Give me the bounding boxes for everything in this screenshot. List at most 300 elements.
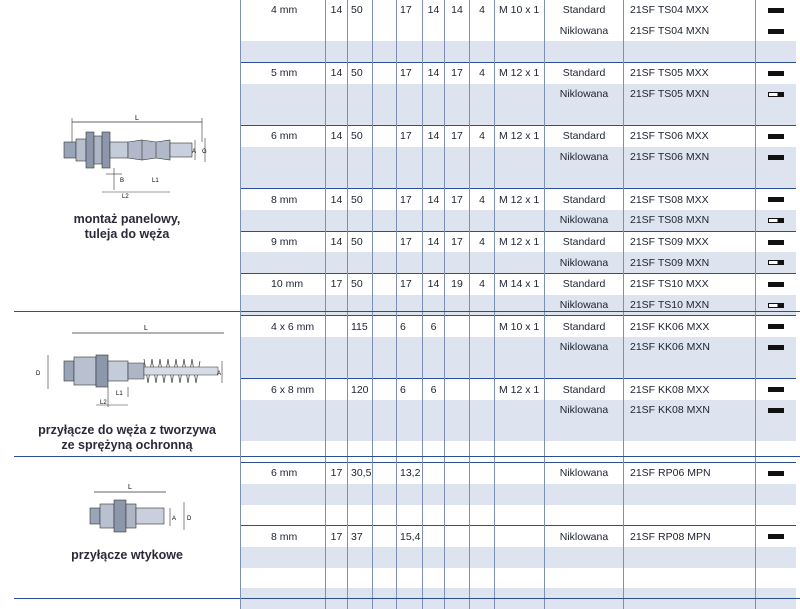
cell-c1 [326,379,348,400]
cell-size: 6 mm [241,126,326,147]
table-row [241,168,796,189]
cell-c2: 50 [348,231,373,252]
cell-finish-icon [756,63,796,84]
cell-thread [495,358,545,379]
cell-c3 [373,273,397,294]
cell-c1 [326,505,348,526]
dim-label-l1: L1 [116,391,123,397]
cell-c6 [445,358,470,379]
dim-label-b: B [120,178,125,184]
cell-c6 [445,441,470,462]
cell-c6 [445,484,470,505]
cell-thread: M 12 x 1 [495,189,545,210]
cell-c4: 6 [397,379,423,400]
cell-size [241,295,326,316]
cell-c1 [326,41,348,62]
dim-label-a: A [192,149,197,155]
cell-c6 [445,295,470,316]
cell-c6 [445,379,470,400]
cell-size [241,484,326,505]
cell-size: 4 mm [241,0,326,21]
partial-bar-icon [768,260,784,265]
cell-finish-icon [756,463,796,484]
cell-c1: 14 [326,231,348,252]
solid-bar-icon [768,134,784,139]
solid-bar-icon [768,240,784,245]
dim-label-l: L [144,325,148,332]
cell-c4: 17 [397,273,423,294]
cell-finish [545,421,624,442]
dim-label-l1: L1 [152,178,159,184]
cell-c4 [397,295,423,316]
cell-c3 [373,252,397,273]
cell-size [241,41,326,62]
cell-c2 [348,358,373,379]
cell-c2 [348,568,373,589]
cell-finish [545,41,624,62]
spec-table [240,0,796,609]
dim-label-l: L [135,115,139,122]
cell-c3 [373,568,397,589]
cell-c2 [348,147,373,168]
solid-bar-icon [768,408,784,413]
drawing-panel-mount [42,112,212,200]
solid-bar-icon [768,8,784,13]
cell-c6 [445,337,470,358]
cell-c4: 17 [397,126,423,147]
group-panel-mount [14,0,240,311]
cell-c4 [397,505,423,526]
cell-code: 21SF TS09 MXN [624,252,756,273]
cell-thread: M 12 x 1 [495,126,545,147]
cell-thread [495,568,545,589]
solid-bar-icon [768,282,784,287]
cell-size [241,568,326,589]
cell-finish-icon [756,295,796,316]
cell-c4 [397,104,423,125]
cell-c2 [348,505,373,526]
cell-c4 [397,168,423,189]
table-row [241,104,796,125]
cell-thread [495,547,545,568]
cell-finish: Standard [545,316,624,337]
cell-c7 [470,400,495,421]
cell-c1 [326,21,348,42]
cell-code: 21SF TS08 MXX [624,189,756,210]
dim-label-l2: L2 [100,400,107,406]
cell-c5 [423,210,445,231]
cell-finish-icon [756,104,796,125]
cell-thread [495,463,545,484]
cell-c5: 14 [423,0,445,21]
cell-c4: 15,4 [397,526,423,547]
cell-code: 21SF TS04 MXX [624,0,756,21]
cell-c2 [348,21,373,42]
cell-c5: 14 [423,126,445,147]
table-row [241,252,796,273]
table-row [241,273,796,294]
cell-c2 [348,41,373,62]
cell-finish: Standard [545,126,624,147]
cell-c4 [397,421,423,442]
cell-c7 [470,104,495,125]
cell-c4: 17 [397,189,423,210]
cell-finish: Standard [545,189,624,210]
table-row [241,126,796,147]
cell-c4 [397,400,423,421]
cell-finish [545,358,624,379]
cell-c2 [348,421,373,442]
cell-c7: 4 [470,63,495,84]
cell-c7 [470,168,495,189]
table-row [241,526,796,547]
cell-c7 [470,358,495,379]
cell-size: 8 mm [241,189,326,210]
cell-finish: Standard [545,0,624,21]
cell-c3 [373,316,397,337]
partial-bar-icon [768,303,784,308]
cell-finish: Standard [545,379,624,400]
left-column-border [240,0,241,600]
solid-bar-icon [768,29,784,34]
cell-c4: 13,2 [397,463,423,484]
cell-finish-icon [756,189,796,210]
cell-c5 [423,547,445,568]
cell-c3 [373,358,397,379]
cell-code: 21SF KK08 MXN [624,400,756,421]
cell-size [241,505,326,526]
cell-size: 9 mm [241,231,326,252]
cell-c5 [423,147,445,168]
cell-c5: 14 [423,63,445,84]
cell-finish-icon [756,484,796,505]
cell-code: 21SF TS10 MXN [624,295,756,316]
cell-c1 [326,295,348,316]
cell-c3 [373,421,397,442]
cell-c6 [445,316,470,337]
cell-size [241,168,326,189]
cell-finish-icon [756,441,796,462]
cell-c4 [397,41,423,62]
cell-size: 6 mm [241,463,326,484]
cell-c7: 4 [470,189,495,210]
table-row [241,484,796,505]
cell-c6: 14 [445,0,470,21]
drawing-plug [84,480,204,544]
cell-c2 [348,252,373,273]
cell-c5 [423,295,445,316]
cell-c5: 14 [423,231,445,252]
cell-c4 [397,568,423,589]
table-row [241,0,796,21]
group-plug [14,456,240,600]
cell-c5 [423,526,445,547]
cell-c4 [397,484,423,505]
cell-c3 [373,231,397,252]
cell-code [624,505,756,526]
solid-bar-icon [768,155,784,160]
cell-size [241,400,326,421]
cell-c5: 6 [423,316,445,337]
caption-line: przyłącze wtykowe [71,548,183,562]
cell-c1 [326,421,348,442]
cell-thread: M 14 x 1 [495,273,545,294]
table-row [241,210,796,231]
cell-code: 21SF TS09 MXX [624,231,756,252]
cell-c6 [445,421,470,442]
cell-thread [495,21,545,42]
cell-c2 [348,484,373,505]
cell-size [241,337,326,358]
cell-c1 [326,400,348,421]
caption-line: przyłącze do węża z tworzywa [38,423,216,437]
cell-c2 [348,441,373,462]
cell-c5 [423,421,445,442]
cell-c4: 17 [397,231,423,252]
cell-c1: 14 [326,189,348,210]
cell-finish-icon [756,421,796,442]
table-row [241,568,796,589]
cell-c3 [373,505,397,526]
table-row [241,337,796,358]
cell-c1 [326,252,348,273]
cell-finish-icon [756,147,796,168]
cell-c3 [373,147,397,168]
cell-thread [495,252,545,273]
cell-c3 [373,168,397,189]
cell-c6: 17 [445,231,470,252]
cell-c3 [373,463,397,484]
cell-c5 [423,337,445,358]
cell-c3 [373,63,397,84]
cell-thread [495,421,545,442]
cell-c4 [397,147,423,168]
group-separator [14,311,800,312]
cell-c1: 17 [326,273,348,294]
cell-c3 [373,400,397,421]
cell-c3 [373,21,397,42]
dim-label-l: L [128,484,132,491]
cell-c4 [397,441,423,462]
cell-size: 6 x 8 mm [241,379,326,400]
table-row [241,463,796,484]
cell-c2: 50 [348,189,373,210]
cell-size [241,421,326,442]
cell-finish: Niklowana [545,252,624,273]
cell-c1: 14 [326,0,348,21]
solid-bar-icon [768,345,784,350]
cell-thread [495,295,545,316]
cell-code [624,441,756,462]
page-bottom-rule [14,598,800,599]
cell-finish: Niklowana [545,84,624,105]
cell-c2 [348,104,373,125]
table-row [241,421,796,442]
group-plastic-hose [14,311,240,456]
cell-finish-icon [756,505,796,526]
cell-code [624,168,756,189]
cell-finish: Niklowana [545,147,624,168]
cell-c7 [470,147,495,168]
cell-c1 [326,547,348,568]
cell-code [624,484,756,505]
cell-finish [545,505,624,526]
cell-c3 [373,295,397,316]
cell-finish [545,104,624,125]
solid-bar-icon [768,387,784,392]
cell-thread [495,41,545,62]
solid-bar-icon [768,324,784,329]
table-row [241,400,796,421]
cell-c6 [445,41,470,62]
cell-thread [495,84,545,105]
cell-thread [495,526,545,547]
cell-c2 [348,168,373,189]
cell-c5: 6 [423,379,445,400]
cell-thread [495,168,545,189]
dim-label-d: D [36,371,41,377]
cell-c7 [470,463,495,484]
group-separator [14,456,800,457]
cell-finish: Niklowana [545,463,624,484]
cell-c7 [470,379,495,400]
cell-c1: 14 [326,126,348,147]
cell-c5 [423,400,445,421]
cell-thread: M 10 x 1 [495,0,545,21]
dim-label-a: A [172,516,177,522]
cell-finish-icon [756,379,796,400]
cell-c3 [373,484,397,505]
cell-c2 [348,337,373,358]
cell-c5 [423,84,445,105]
cell-c7 [470,505,495,526]
cell-finish-icon [756,0,796,21]
cell-thread [495,400,545,421]
cell-finish-icon [756,358,796,379]
cell-c4 [397,337,423,358]
cell-c2: 50 [348,273,373,294]
solid-bar-icon [768,471,784,476]
cell-thread [495,210,545,231]
cell-finish-icon [756,231,796,252]
table-row [241,505,796,526]
cell-finish-icon [756,168,796,189]
cell-finish-icon [756,568,796,589]
caption-line: montaż panelowy, [73,212,181,226]
cell-c1 [326,484,348,505]
cell-c7 [470,210,495,231]
cell-c6 [445,526,470,547]
cell-c1 [326,568,348,589]
cell-c7 [470,547,495,568]
table-row [241,295,796,316]
cell-code [624,104,756,125]
cell-thread: M 10 x 1 [495,316,545,337]
cell-c1 [326,84,348,105]
cell-finish: Niklowana [545,295,624,316]
cell-c5 [423,568,445,589]
cell-c5 [423,168,445,189]
cell-c5 [423,463,445,484]
cell-finish-icon [756,316,796,337]
solid-bar-icon [768,534,784,539]
cell-thread [495,337,545,358]
cell-code: 21SF TS10 MXX [624,273,756,294]
cell-size [241,358,326,379]
cell-finish-icon [756,400,796,421]
cell-c7: 4 [470,126,495,147]
cell-c4: 6 [397,316,423,337]
cell-finish [545,547,624,568]
cell-size [241,21,326,42]
cell-c2: 50 [348,0,373,21]
cell-c4: 17 [397,63,423,84]
cell-c3 [373,337,397,358]
cell-code [624,547,756,568]
cell-c4 [397,21,423,42]
cell-c6 [445,104,470,125]
cell-c4 [397,358,423,379]
cell-size: 5 mm [241,63,326,84]
cell-finish: Standard [545,231,624,252]
cell-c6 [445,400,470,421]
cell-c7 [470,84,495,105]
cell-code: 21SF TS04 MXN [624,21,756,42]
cell-c1 [326,104,348,125]
cell-c6 [445,168,470,189]
table-row [241,189,796,210]
cell-c2: 50 [348,126,373,147]
cell-finish: Niklowana [545,210,624,231]
table-row [241,21,796,42]
table-row [241,358,796,379]
cell-c5 [423,252,445,273]
cell-c3 [373,526,397,547]
cell-c7 [470,484,495,505]
caption-plastic-hose [14,423,240,453]
cell-c1: 14 [326,63,348,84]
table-row [241,547,796,568]
cell-size [241,252,326,273]
cell-finish-icon [756,252,796,273]
partial-bar-icon [768,92,784,97]
cell-c2: 115 [348,316,373,337]
cell-c6 [445,84,470,105]
cell-finish [545,168,624,189]
cell-c7 [470,41,495,62]
cell-finish: Niklowana [545,526,624,547]
table-row [241,63,796,84]
cell-c5 [423,505,445,526]
cell-c6: 17 [445,189,470,210]
cell-size [241,441,326,462]
cell-finish: Standard [545,63,624,84]
cell-c5: 14 [423,273,445,294]
cell-thread: M 12 x 1 [495,379,545,400]
spec-table-body [241,0,796,609]
cell-c2 [348,400,373,421]
table-row [241,379,796,400]
cell-c1: 17 [326,526,348,547]
cell-finish-icon [756,210,796,231]
cell-thread: M 12 x 1 [495,63,545,84]
cell-code: 21SF TS08 MXN [624,210,756,231]
cell-size [241,84,326,105]
cell-c6: 19 [445,273,470,294]
cell-finish: Niklowana [545,337,624,358]
cell-finish-icon [756,41,796,62]
dim-label-d: D [187,516,192,522]
